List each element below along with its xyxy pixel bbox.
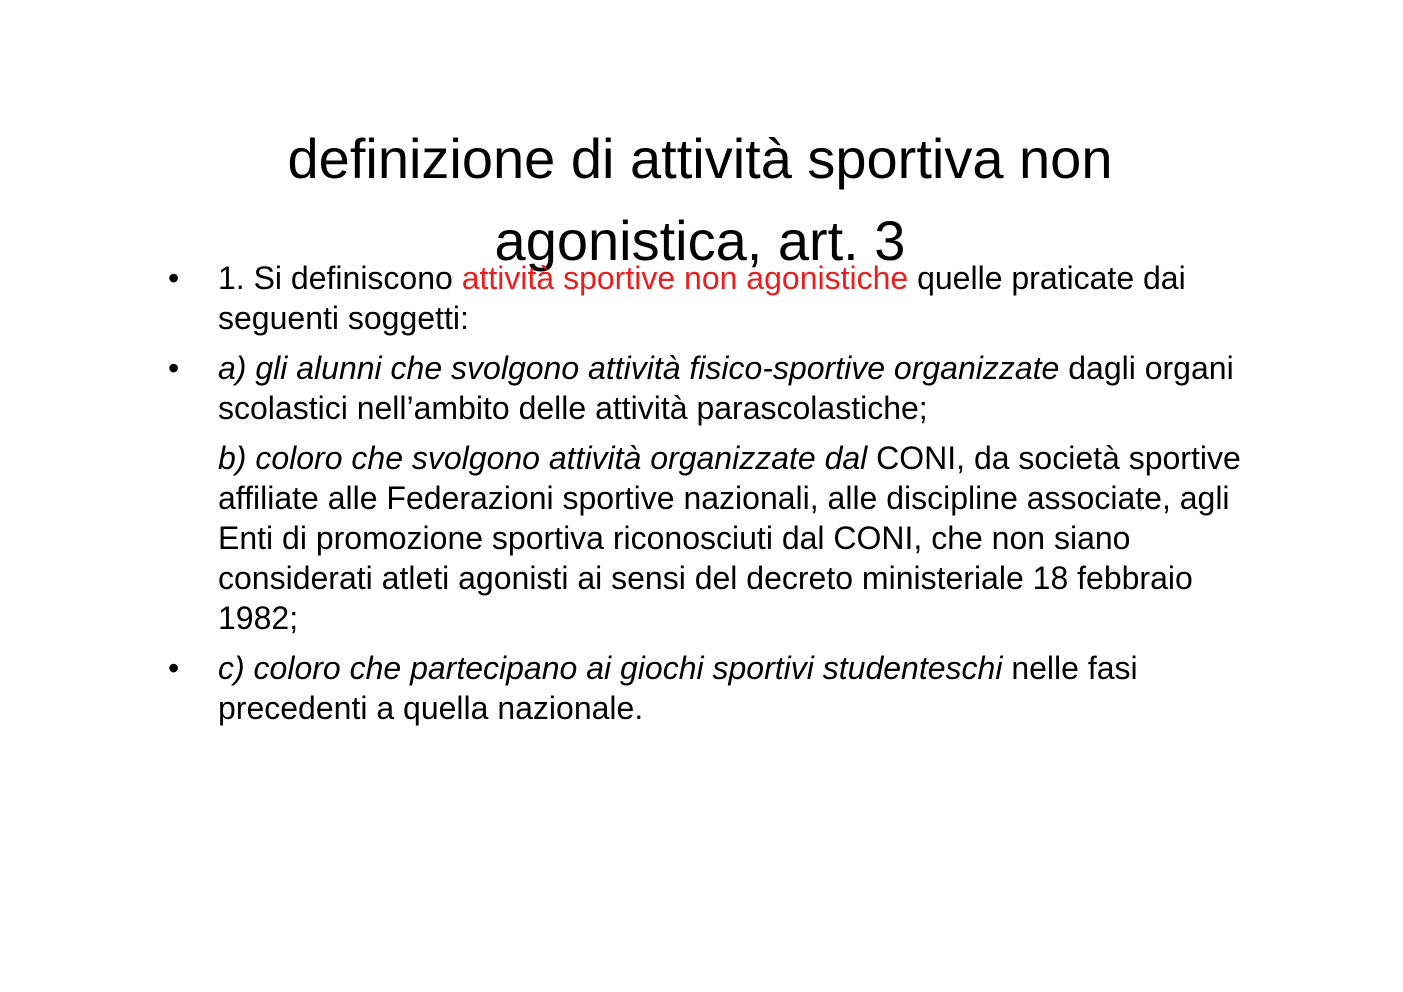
item-a-text: dagli organi scolastici nell’ambito delle attività parascolastiche; (218, 350, 1234, 426)
intro-text-end: quelle praticate dai seguenti soggetti: (218, 260, 1186, 336)
item-b-italic: b) coloro che svolgono attività organizzate dal (218, 440, 868, 476)
title-line-2: agonistica, art. 3 (494, 208, 906, 272)
item-c-text: nelle fasi precedenti a quella nazionale. (218, 650, 1138, 726)
bullet-item-c (160, 648, 1250, 728)
bullet-item-intro (160, 258, 1250, 338)
intro-highlight: attività sportive non agonistiche (461, 260, 909, 296)
slide-title (150, 118, 1250, 282)
item-a-italic: a) gli alunni che svolgono attività fisico-sportive organizzate (218, 350, 1060, 386)
bullet-item-a (160, 348, 1250, 428)
intro-text-start: 1. Si definiscono (218, 260, 462, 296)
bullet-list (160, 258, 1250, 738)
bullet-marker: • (168, 350, 180, 386)
item-c-italic: c) coloro che partecipano ai giochi sportivi studenteschi (218, 650, 1003, 686)
title-line-1: definizione di attività sportiva non (287, 126, 1113, 190)
bullet-marker: • (168, 650, 180, 686)
item-b-text: CONI, da società sportive affiliate alle Federazioni sportive nazionali, alle discipline associate, agli Enti di promozione sportiva riconosciuti dal CONI, che non siano considerati atleti agonisti ai sensi del decreto ministeriale 18 febbraio 1982; (218, 440, 1241, 636)
bullet-marker: • (168, 260, 180, 296)
paragraph-item-b (160, 438, 1250, 638)
